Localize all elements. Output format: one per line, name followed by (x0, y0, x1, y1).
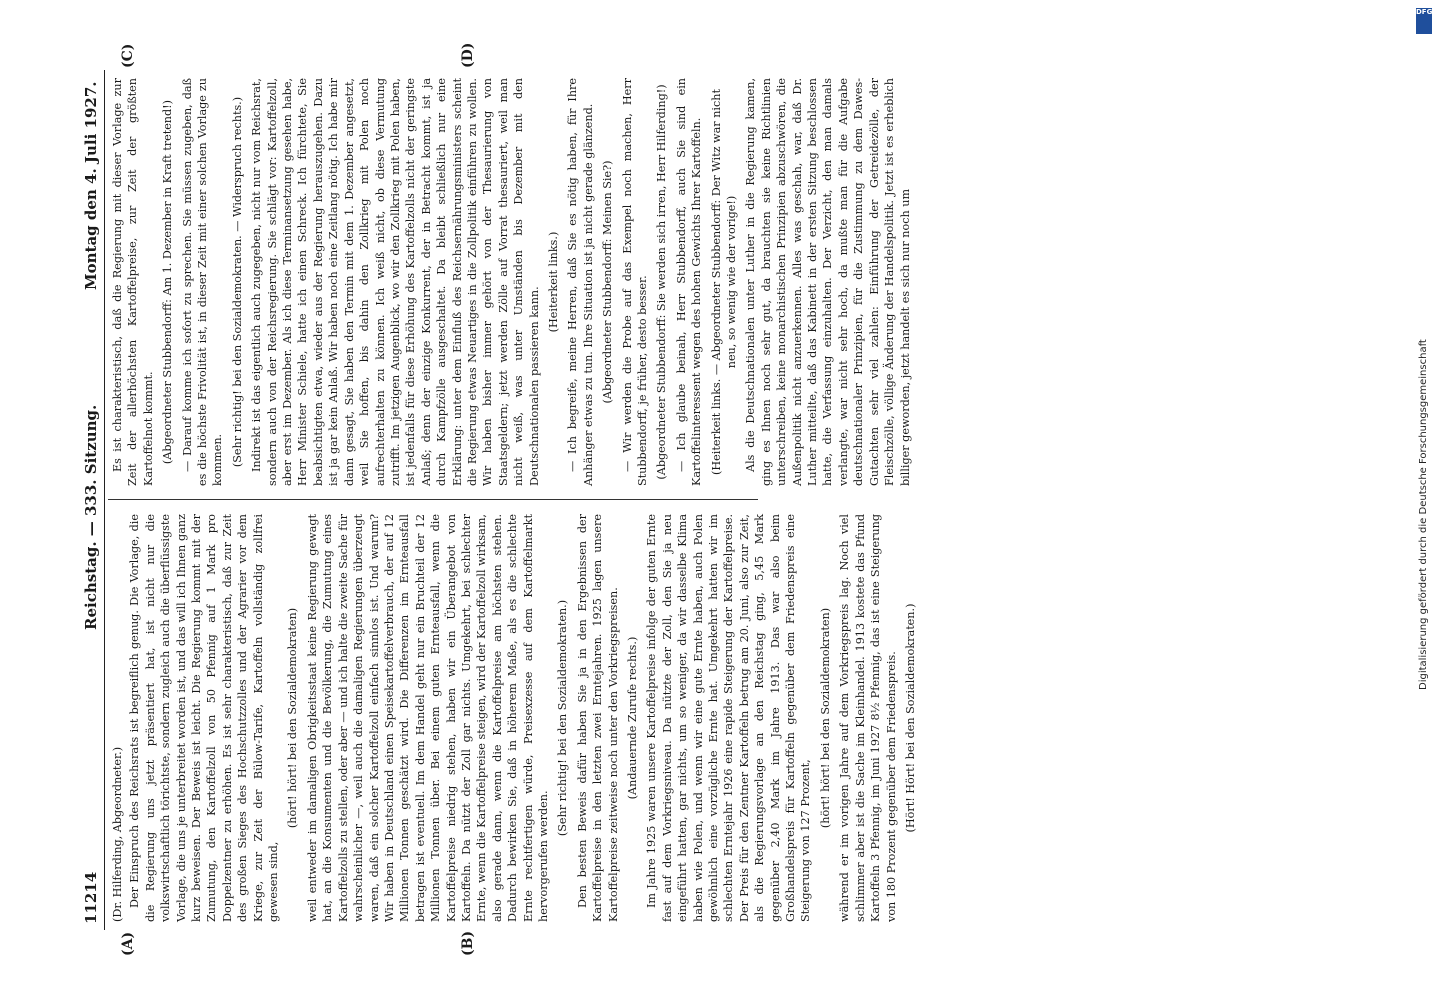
interjection: (Sehr richtig! bei den Sozialdemokraten. — Widerspruch rechts.) (230, 96, 244, 468)
interjection: (Abgeordneter Stubbendorff: Meinen Sie?) (601, 160, 615, 404)
interjection: (Sehr richtig! bei den Sozialdemokraten.) (556, 599, 570, 837)
right-column (110, 78, 912, 486)
session-date: Montag den 4. Juli 1927. (82, 81, 100, 290)
margin-marker-b: (B) (460, 930, 476, 956)
speaker-line: (Dr. Hilferding, Abgeordneter.) (111, 746, 124, 922)
dfg-logo: DFG (1416, 8, 1432, 34)
interjection: (Heiterkeit links.) (546, 231, 560, 333)
paragraph: — Wir werden die Probe auf das Exempel noch machen, Herr Stubbendorff, je früher, desto besser. (620, 78, 649, 486)
paragraph: Indirekt ist das eigentlich auch zugegeben, nicht nur vom Reichsrat, sondern auch von der Reichsregierung. Sie schlägt vor: Kartoffelzoll, aber erst im Dezember. Als ich diese Terminansetzung gesehen habe, Herr Minister Schiele, hatte ich einen Schreck. Ich fürchtete, Sie beabsichtigten etwa, wieder aus der Regierung herauszugehen. Dazu ist ja gar kein Anlaß. Wir haben noch eine Zeitlang nötig. Ich habe mir dann gesagt, Sie haben den Termin mit dem 1. Dezember angesetzt, weil Sie hoffen, bis dahin den Zollkrieg mit Polen noch aufrechterhalten zu können. Ich weiß nicht, ob diese Vermutung zutrifft. Im jetzigen Augenblick, wo wir den Zollkrieg mit Polen haben, ist jedenfalls für diese Erhöhung des Kartoffelzolls nicht der geringste Anlaß; denn der einzige Konkurrent, der in Betracht kommt, ist ja durch Kampfzölle ausgeschaltet. Da bleibt schließlich nur eine Erklärung: unter dem Einfluß des Reichsernährungsministers scheint die Regierung etwas Neuartiges in die Zollpolitik einführen zu wollen. Wir haben bisher immer gehört von der Thesaurierung von Staatsgeldern; jetzt werden Zölle auf Vorrat thesauriert, weil man nicht weiß, was unter Umständen bis Dezember mit den Deutschnationalen passieren kann. (250, 78, 541, 486)
interjection: (Abgeordneter Stubbendorff: Sie werden sich irren, Herr Hilferding!) (655, 84, 669, 480)
left-column (110, 514, 917, 922)
margin-marker-d: (D) (460, 42, 476, 68)
page-number: 11214 (82, 871, 100, 924)
interjection: (Abgeordneter Stubbendorff: Am 1. Dezember in Kraft tretend!) (161, 99, 175, 465)
column-divider (108, 499, 758, 500)
paragraph: — Ich glaube beinah, Herr Stubbendorff, auch Sie sind ein Kartoffelinteressent wegen des hohen Gewichts Ihrer Kartoffeln. (674, 78, 704, 486)
paragraph: Den besten Beweis dafür haben Sie ja in den Ergebnissen der Kartoffelpreise in den letzten zwei Erntejahren. 1925 lagen unsere Kartoffelpreise zeitweise noch unter den Vorkriegspreisen. (575, 514, 620, 922)
paragraph: Im Jahre 1925 waren unsere Kartoffelpreise infolge der guten Ernte fast auf dem Vorkriegsniveau. Da nützte der Zoll, den Sie ja neu eingeführt hatten, gar nichts, um so weniger, da wir dasselbe Klima haben wie Polen, und wenn wir eine gute Ernte haben, auch Polen gewöhnlich eine vorzügliche Ernte hat. Umgekehrt hatten wir im schlechten Erntejahr 1926 eine rapide Steigerung der Kartoffelpreise. Der Preis für den Zentner Kartoffeln betrug am 20. Juni, also zur Zeit, als die Regierungsvorlage an den Reichstag ging, 5,45 Mark gegenüber 2,40 Mark im Jahre 1913. Das war also beim Großhandelspreis für Kartoffeln gegenüber dem Friedenspreis eine Steigerung von 127 Prozent, (645, 514, 813, 922)
digitization-credit: Digitalisierung gefördert durch die Deutsche Forschungsgemeinschaft (1418, 339, 1429, 690)
interjection: (Heiterkeit links. — Abgeordneter Stubbendorff: Der Witz war nicht neu, so wenig wie der vorige!) (709, 89, 739, 475)
paragraph: weil entweder im damaligen Obrigkeitsstaat keine Regierung gewagt hat, an die Konsumenten und die Bevölkerung, die Zumutung eines Kartoffelzolls zu stellen, oder aber — und ich halte die zweite Sache für wahrscheinlicher —, weil auch die damaligen Regierungen überzeugt waren, daß ein solcher Kartoffelzoll einfach sinnlos ist. Und warum? Wir haben in Deutschland einen Speisekartoffelverbrauch, der auf 12 Millionen Tonnen geschätzt wird. Die Differenzen im Ernteausfall betragen ist eventuell. Im dem Handel geht nur ein Bruchteil der 12 Millionen Tonnen über. Bei einem guten Ernteausfall, wenn die Kartoffelpreise niedrig stehen, haben wir ein Überangebot von Kartoffeln. Da nützt der Zoll gar nichts. Umgekehrt, bei schlechter Ernte, wenn die Kartoffelpreise steigen, wird der Kartoffelzoll wirksam, also gerade dann, wenn die Kartoffelpreise am höchsten stehen. Dadurch bewirken Sie, daß in höherem Maße, als es die schlechte Ernte rechtfertigen würde, Preisexzesse auf dem Kartoffelmarkt hervorgerufen werden. (305, 514, 550, 922)
session-title: Reichstag. — 333. Sitzung. (82, 404, 100, 630)
paragraph: — Darauf komme ich sofort zu sprechen. Sie müssen zugeben, daß es die höchste Frivolität ist, in dieser Zeit mit einer solchen Vorlage zu kommen. (180, 78, 225, 486)
paragraph: Der Einspruch des Reichsrats ist begreiflich genug. Die Vorlage, die die Regierung uns jetzt präsentiert hat, ist nicht nur die volkswirtschaftlich törichtste, sondern zugleich auch die überflüssigste Vorlage, die uns je unterbreitet worden ist, und das will ich Ihnen ganz kurz beweisen. Der Beweis ist leicht. Die Regierung kommt mit der Zumutung, den Kartoffelzoll von 50 Pfennig auf 1 Mark pro Doppelzentner zu erhöhen. Es ist sehr charakteristisch, daß zur Zeit des großen Sieges des Hochschutzzolles und der Agrarier vor dem Kriege, zur Zeit der Bülow-Tarife, Kartoffeln vollständig zollfrei gewesen sind, (128, 514, 281, 922)
rotated-page (80, 42, 917, 956)
margin-marker-a: (A) (120, 931, 136, 956)
digitization-sidebar (1414, 0, 1434, 1000)
page-header (80, 70, 105, 930)
interjection: (hört! hört! bei den Sozialdemokraten) (818, 607, 832, 829)
paragraph: Als die Deutschnationalen unter Luther in die Regierung kamen, ging es Ihnen noch sehr gut, da brauchten sie keine Richtlinien unterschreiben, keine monarchistischen Prinzipien abzuschwören, die Außenpolitik nicht anzuerkennen. Alles was geschah, war, daß Dr. Luther mitteilte, daß das Kabinett in der ersten Sitzung beschlossen hatte, die Verfassung einzuhalten. Der Verzicht, den man damals verlangte, war nicht sehr hoch, da mußte man für die Aufgabe deutschnationaler Prinzipien, für die Zustimmung zu dem Dawes-Gutachten sehr viel zahlen: Einführung der Getreidezölle, der Fleischzölle, völlige Änderung der Handelspolitik. Jetzt ist es erheblich billiger geworden, jetzt handelt es sich nur noch um (744, 78, 912, 486)
margin-marker-c: (C) (120, 43, 136, 68)
interjection: (Andauernde Zurufe rechts.) (626, 636, 639, 800)
interjection: (Hört! Hört! bei den Sozialdemokraten.) (903, 603, 917, 833)
interjection: (hört! hört! bei den Sozialdemokraten) (286, 607, 300, 829)
paragraph: — Ich begreife, meine Herren, daß Sie es nötig haben, für Ihre Anhänger etwas zu tun. Ihre Situation ist ja nicht gerade glänzend. (566, 78, 595, 486)
paragraph: während er im vorigen Jahre auf dem Vorkriegspreis lag. Noch viel schlimmer aber ist die Sache im Kleinhandel. 1913 kostete das Pfund Kartoffeln 3 Pfennig, im Juni 1927 8½ Pfennig, das ist eine Steigerung von 180 Prozent gegenüber dem Friedenspreis. (838, 514, 898, 922)
paragraph: Es ist charakteristisch, daß die Regierung mit dieser Vorlage zur Zeit der allerhöchsten Kartoffelpreise, zur Zeit der größten Kartoffelnot kommt. (111, 78, 155, 486)
